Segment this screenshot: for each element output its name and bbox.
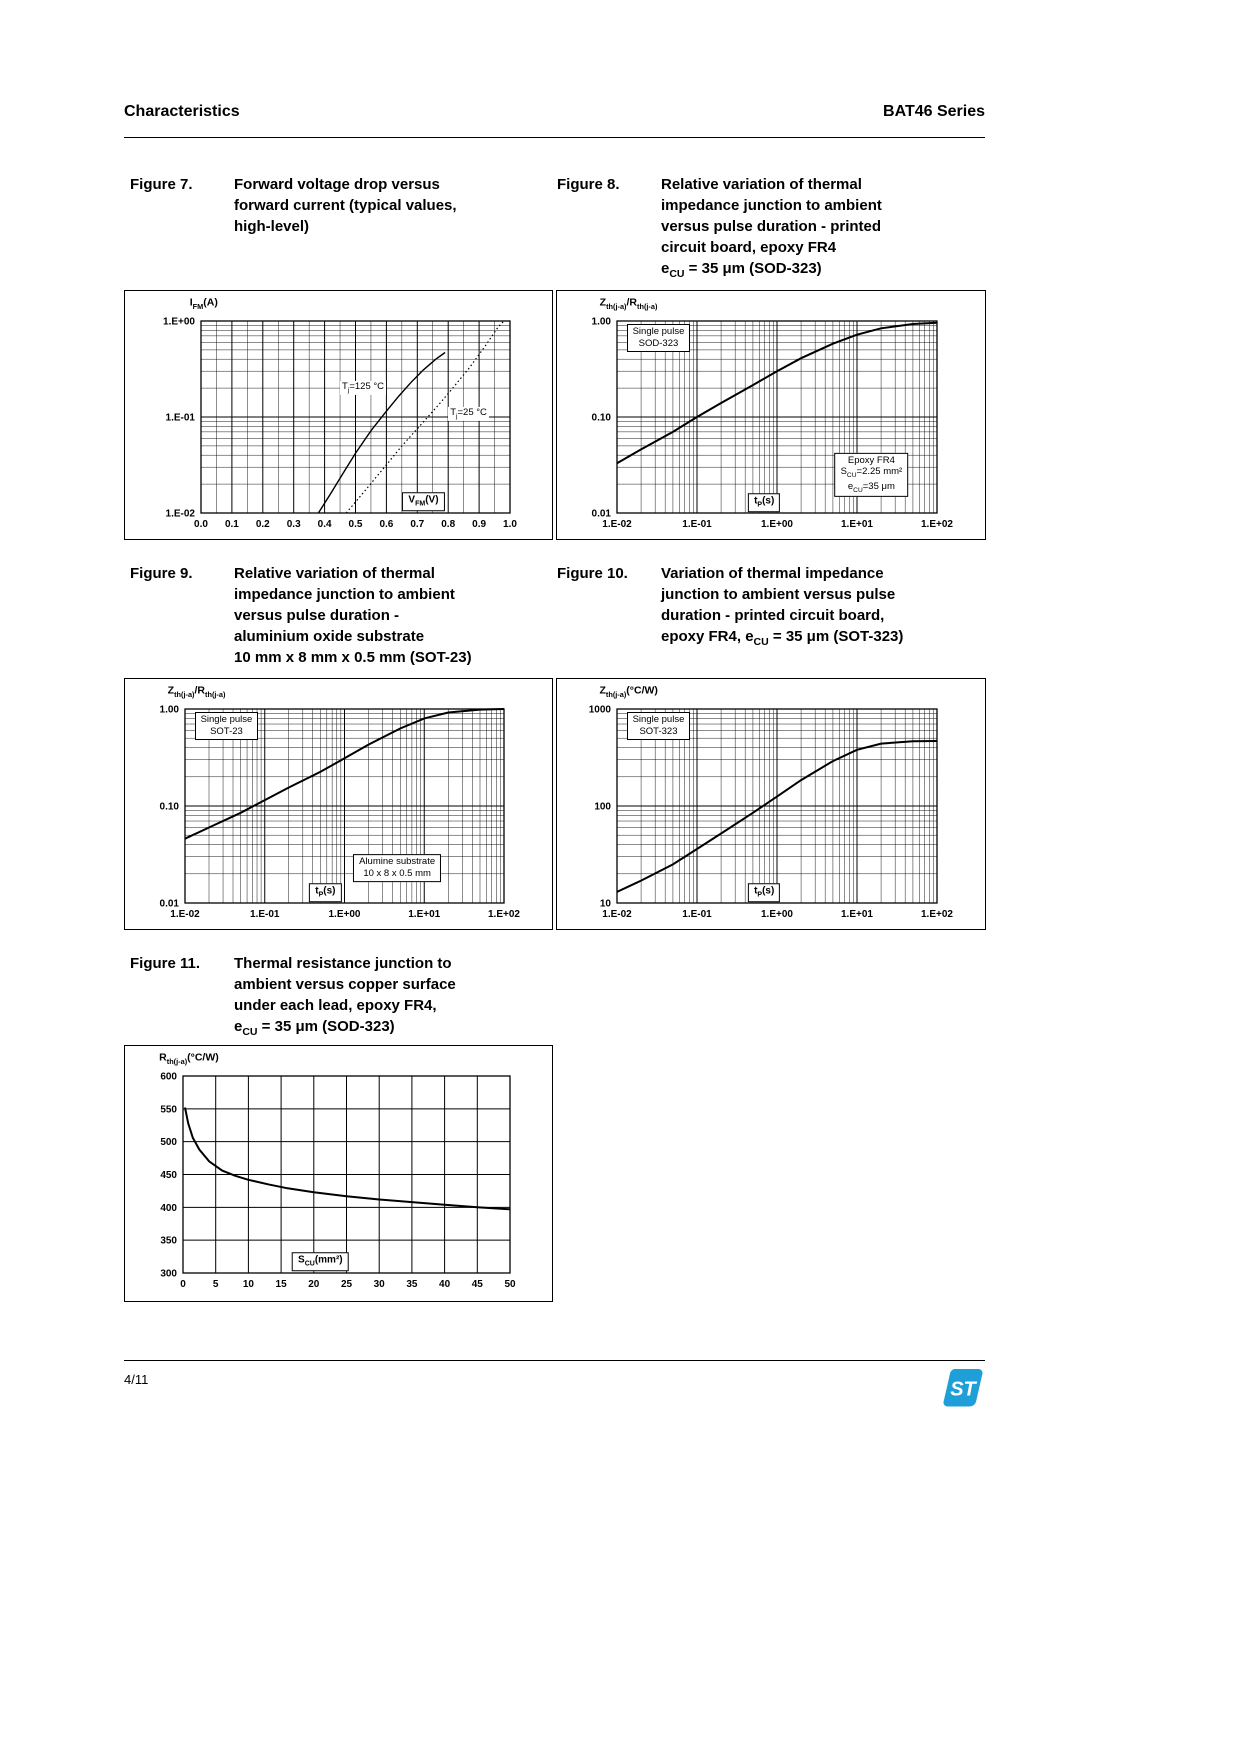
svg-text:40: 40: [439, 1279, 451, 1290]
series-curve: [318, 353, 445, 514]
svg-text:10: 10: [242, 1279, 254, 1290]
svg-text:1.E+01: 1.E+01: [841, 519, 873, 530]
svg-text:20: 20: [308, 1279, 320, 1290]
svg-text:1.E-02: 1.E-02: [165, 508, 195, 520]
svg-text:1.00: 1.00: [591, 316, 611, 328]
svg-text:1.E-02: 1.E-02: [602, 519, 632, 530]
svg-text:1.E+00: 1.E+00: [328, 909, 361, 920]
alumina-annotation: Alumine substrate 10 x 8 x 0.5 mm: [353, 854, 441, 882]
figure8-title: Relative variation of thermal impedance junction to ambient versus pulse duration - printed circuit board, epoxy FR4 $e_{CU} = 35$ μm (SOD-323): [661, 176, 882, 280]
single-pulse-label: Single pulse SOT-323: [627, 712, 691, 740]
x-axis-label: $t_P(s)$: [309, 883, 341, 902]
svg-text:15: 15: [275, 1279, 287, 1290]
document-title: BAT46 Series: [883, 103, 985, 120]
svg-text:0.8: 0.8: [441, 519, 456, 530]
svg-text:1.E+02: 1.E+02: [921, 519, 953, 530]
y-axis-title: $Z_{th(j-a)}/R_{th(j-a)}$: [599, 297, 658, 312]
st-logo-graphic: [941, 1366, 985, 1410]
svg-text:1.E-01: 1.E-01: [165, 412, 195, 424]
svg-text:0.10: 0.10: [591, 412, 611, 424]
svg-text:1.E+00: 1.E+00: [761, 519, 793, 530]
svg-text:1.E+02: 1.E+02: [921, 909, 953, 920]
tj-25-label: $T_j=25$ °C: [450, 407, 487, 420]
figure11-title: Thermal resistance junction to ambient versus copper surface under each lead, epoxy FR4, $e_{CU} = 35$ μm (SOD-323): [234, 955, 456, 1038]
single-pulse-label: Single pulse SOT-23: [195, 712, 259, 740]
svg-text:50: 50: [504, 1279, 516, 1290]
svg-text:0.2: 0.2: [255, 519, 270, 530]
svg-text:450: 450: [160, 1170, 177, 1181]
series-curve: [185, 1108, 510, 1210]
figure7-caption: [130, 174, 457, 237]
svg-text:1.E-02: 1.E-02: [170, 909, 200, 920]
svg-text:0.01: 0.01: [591, 508, 611, 520]
svg-text:0.01: 0.01: [159, 898, 179, 910]
y-axis-title: $Z_{th(j-a)}(^\circ C/W)$: [599, 685, 658, 700]
page-number: 4/11: [124, 1372, 149, 1387]
svg-text:0.9: 0.9: [472, 519, 487, 530]
single-pulse-label: Single pulse SOD-323: [627, 324, 691, 352]
svg-text:5: 5: [212, 1279, 219, 1290]
figure9-title: Relative variation of thermal impedance junction to ambient versus pulse duration - aluminium oxide substrate 10 mm x 8 mm x 0.5 mm (SOT-23): [234, 565, 472, 666]
figure10-chart: [556, 678, 986, 930]
svg-text:1.E-01: 1.E-01: [682, 909, 712, 920]
svg-text:25: 25: [340, 1279, 353, 1290]
svg-text:1.00: 1.00: [159, 704, 179, 716]
svg-text:0.0: 0.0: [194, 519, 208, 530]
svg-text:1.E+00: 1.E+00: [163, 316, 195, 328]
st-logo: [941, 1366, 985, 1410]
x-axis-label: $t_P(s)$: [748, 493, 780, 512]
svg-text:30: 30: [373, 1279, 385, 1290]
figure10-caption: [557, 563, 903, 653]
svg-text:0.1: 0.1: [224, 519, 239, 530]
epoxy-annotation: Epoxy FR4 $S_{CU}=2.25$ mm² $e_{CU}=35$ μm: [835, 452, 909, 496]
figure9-chart: [124, 678, 553, 930]
st-logo-text: ST: [950, 1378, 976, 1401]
figure10-label: Figure 10.: [557, 565, 628, 582]
svg-text:1.E-02: 1.E-02: [602, 909, 632, 920]
figure11-chart: [124, 1045, 553, 1302]
x-axis-label: $S_{CU}(mm^2)$: [292, 1252, 349, 1271]
svg-text:1.0: 1.0: [503, 519, 517, 530]
svg-text:400: 400: [160, 1202, 177, 1214]
svg-text:1.E+01: 1.E+01: [841, 909, 873, 920]
svg-text:0.4: 0.4: [317, 519, 332, 530]
figure7-title: Forward voltage drop versus forward current (typical values, high-level): [234, 176, 457, 235]
svg-text:500: 500: [160, 1137, 177, 1149]
figure8-label: Figure 8.: [557, 176, 620, 193]
svg-text:1.E+02: 1.E+02: [488, 909, 520, 920]
figure9-caption: [130, 563, 472, 668]
figure8-caption: [557, 174, 882, 285]
tj-125-label: $T_j=125$ °C: [342, 381, 385, 394]
svg-text:0.7: 0.7: [410, 519, 425, 530]
section-title: Characteristics: [124, 103, 240, 120]
figure11-label: Figure 11.: [130, 955, 201, 972]
figure7-label: Figure 7.: [130, 176, 193, 193]
svg-text:35: 35: [406, 1279, 418, 1290]
x-axis-label: $V_{FM}(V)$: [402, 492, 444, 511]
header-rule: [124, 137, 985, 138]
svg-text:1.E-01: 1.E-01: [250, 909, 280, 920]
svg-text:100: 100: [594, 801, 611, 813]
figure9-label: Figure 9.: [130, 565, 193, 582]
svg-text:1.E+01: 1.E+01: [408, 909, 441, 920]
svg-text:550: 550: [160, 1104, 177, 1116]
svg-text:0.10: 0.10: [159, 801, 179, 813]
svg-text:10: 10: [599, 898, 611, 910]
svg-text:1000: 1000: [588, 704, 611, 716]
y-axis-title: $Z_{th(j-a)}/R_{th(j-a)}$: [167, 685, 226, 700]
figure7-chart: [124, 290, 553, 540]
svg-text:1.E-01: 1.E-01: [682, 519, 712, 530]
svg-text:0.5: 0.5: [348, 519, 363, 530]
svg-text:45: 45: [471, 1279, 483, 1290]
figure10-title: Variation of thermal impedance junction to ambient versus pulse duration - printed circuit board, epoxy FR4, $e_{CU} = 35$ μm (SOT-323): [661, 565, 904, 648]
svg-text:0.6: 0.6: [379, 519, 394, 530]
y-axis-title: $R_{th(j-a)}(^\circ C/W)$: [159, 1051, 219, 1066]
x-axis-label: $t_P(s)$: [748, 883, 780, 902]
svg-text:350: 350: [160, 1235, 177, 1247]
figure8-chart: [556, 290, 986, 540]
footer-rule: [124, 1360, 985, 1361]
svg-text:600: 600: [160, 1071, 177, 1083]
figure11-caption: [130, 953, 456, 1043]
svg-text:1.E+00: 1.E+00: [761, 909, 793, 920]
svg-text:300: 300: [160, 1268, 177, 1280]
svg-text:0.3: 0.3: [286, 519, 301, 530]
y-axis-title: $I_{FM}(A)$: [189, 297, 218, 312]
svg-text:0: 0: [180, 1279, 186, 1290]
